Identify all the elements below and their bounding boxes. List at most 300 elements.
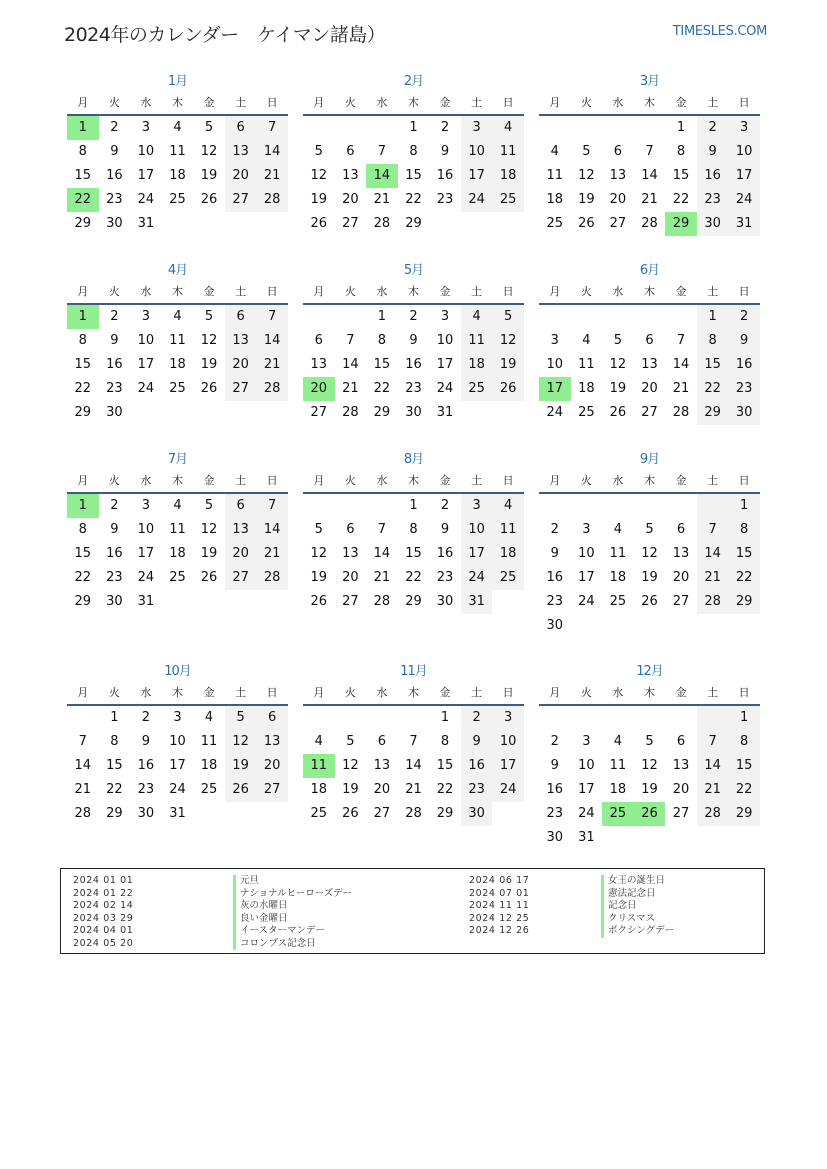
day-cell: 6	[645, 333, 654, 348]
empty-cell	[665, 494, 697, 518]
day-cell: 1	[409, 498, 418, 513]
holiday-day-cell: 26	[634, 802, 666, 826]
day-cell: 6	[346, 144, 355, 159]
month-11	[303, 662, 524, 826]
holiday-day-cell: 1	[67, 494, 99, 518]
day-cell: 29	[697, 401, 729, 425]
holiday-names-right	[601, 875, 674, 938]
day-cell: 15	[436, 758, 454, 773]
weekday-label: 木	[171, 474, 183, 487]
holiday-date: 2024 11 11	[469, 900, 530, 911]
day-cell: 24	[137, 570, 155, 585]
day-cell: 28	[342, 405, 359, 420]
weekday-label: 日	[502, 686, 514, 699]
day-cell: 18	[169, 546, 186, 561]
day-cell: 3	[173, 710, 182, 725]
empty-cell	[398, 706, 430, 730]
day-cell: 16	[405, 357, 422, 372]
month-name: 8月	[403, 452, 424, 467]
empty-cell	[366, 706, 398, 730]
weekday-header	[303, 281, 524, 305]
weekday-label: 土	[235, 285, 247, 298]
day-cell: 19	[200, 168, 218, 183]
day-cell: 10	[137, 522, 155, 537]
holiday-day-cell: 1	[67, 305, 99, 329]
day-cell: 12	[200, 333, 218, 348]
weekday-label: 水	[140, 96, 152, 109]
day-cell: 16	[436, 168, 454, 183]
month-3	[539, 72, 760, 236]
day-cell: 14	[256, 329, 288, 353]
day-cell: 25	[546, 216, 564, 231]
day-cell: 23	[436, 192, 454, 207]
weekday-label: 月	[313, 285, 325, 298]
month-name: 1月	[167, 74, 188, 89]
page-title: 2024年のカレンダー ケイマン諸島）	[64, 24, 386, 46]
day-cell: 11	[609, 546, 627, 561]
weekday-label: 日	[266, 96, 278, 109]
holiday-day-cell: 20	[303, 377, 335, 401]
day-cell: 14	[373, 546, 391, 561]
holiday-day-cell: 1	[67, 116, 99, 140]
empty-cell	[602, 305, 634, 329]
day-cell: 6	[346, 522, 355, 537]
day-cell: 19	[492, 353, 524, 377]
day-cell: 30	[461, 802, 493, 826]
day-cell: 4	[492, 494, 524, 518]
day-cell: 29	[106, 806, 123, 821]
weekday-label: 月	[549, 686, 561, 699]
day-cell: 27	[225, 188, 257, 212]
weekday-label: 金	[675, 96, 687, 109]
day-cell: 25	[200, 782, 218, 797]
day-cell: 5	[582, 144, 591, 159]
day-cell: 11	[609, 758, 627, 773]
weekday-header	[67, 281, 288, 305]
day-cell: 27	[609, 216, 627, 231]
weekday-label: 月	[549, 285, 561, 298]
day-cell: 12	[492, 329, 524, 353]
month-7	[67, 450, 288, 614]
holiday-name: ボクシングデー	[601, 925, 674, 938]
day-cell: 6	[225, 116, 257, 140]
month-6	[539, 261, 760, 425]
day-cell: 27	[342, 216, 359, 231]
day-cell: 24	[137, 381, 155, 396]
day-cell: 22	[405, 192, 422, 207]
day-cell: 7	[409, 734, 418, 749]
month-name: 11月	[400, 664, 427, 679]
day-cell: 20	[342, 570, 359, 585]
day-cell: 11	[492, 518, 524, 542]
day-cell: 29	[436, 806, 454, 821]
weekday-label: 火	[344, 285, 356, 298]
day-cell: 12	[641, 758, 658, 773]
day-cell: 20	[672, 782, 690, 797]
day-cell: 22	[728, 566, 760, 590]
day-cell: 8	[728, 730, 760, 754]
day-cell: 30	[728, 401, 760, 425]
empty-cell	[335, 706, 367, 730]
day-cell: 6	[256, 706, 288, 730]
day-cell: 24	[546, 405, 564, 420]
day-cell: 13	[225, 140, 257, 164]
day-cell: 12	[310, 546, 328, 561]
month-9	[539, 450, 760, 638]
day-cell: 26	[310, 216, 328, 231]
day-cell: 9	[440, 144, 450, 159]
day-cell: 22	[106, 782, 123, 797]
day-cell: 23	[728, 377, 760, 401]
weekday-label: 火	[344, 686, 356, 699]
weekday-label: 水	[140, 686, 152, 699]
weekday-label: 水	[612, 686, 624, 699]
weekday-header	[67, 682, 288, 706]
day-cell: 9	[461, 730, 493, 754]
weekday-label: 木	[407, 285, 419, 298]
day-cell: 9	[728, 329, 760, 353]
day-cell: 10	[461, 518, 493, 542]
holiday-day-cell: 29	[665, 212, 697, 236]
weekday-label: 土	[707, 474, 719, 487]
weekday-label: 日	[738, 96, 750, 109]
day-cell: 3	[492, 706, 524, 730]
weekday-label: 木	[643, 686, 655, 699]
empty-cell	[602, 706, 634, 730]
day-cell: 4	[173, 120, 182, 135]
day-cell: 3	[440, 309, 450, 324]
day-cell: 5	[346, 734, 355, 749]
weekday-header	[303, 92, 524, 116]
day-grid	[303, 305, 524, 425]
day-cell: 15	[373, 357, 391, 372]
weekday-label: 火	[108, 285, 120, 298]
holiday-date: 2024 02 14	[73, 900, 134, 911]
day-cell: 21	[373, 192, 391, 207]
day-cell: 30	[436, 594, 454, 609]
day-grid	[67, 305, 288, 425]
day-cell: 27	[672, 594, 690, 609]
day-cell: 10	[728, 140, 760, 164]
weekday-label: 月	[549, 96, 561, 109]
day-cell: 13	[310, 357, 328, 372]
day-cell: 3	[582, 734, 591, 749]
day-cell: 2	[440, 120, 450, 135]
day-cell: 21	[373, 570, 391, 585]
day-cell: 16	[106, 357, 123, 372]
day-cell: 13	[672, 758, 690, 773]
day-cell: 4	[204, 710, 214, 725]
day-cell: 24	[492, 778, 524, 802]
weekday-header	[67, 92, 288, 116]
weekday-header	[67, 470, 288, 494]
day-cell: 9	[697, 140, 729, 164]
empty-cell	[571, 706, 603, 730]
day-cell: 17	[461, 164, 493, 188]
day-cell: 15	[405, 168, 422, 183]
day-cell: 23	[106, 570, 123, 585]
day-cell: 25	[169, 381, 186, 396]
weekday-label: 火	[344, 96, 356, 109]
weekday-label: 水	[376, 686, 388, 699]
holiday-day-cell: 25	[602, 802, 634, 826]
site-link[interactable]: TIMESLES.COM	[672, 24, 767, 39]
day-cell: 4	[461, 305, 493, 329]
day-cell: 21	[641, 192, 658, 207]
holiday-date: 2024 04 01	[73, 925, 134, 936]
day-cell: 9	[550, 758, 559, 773]
day-cell: 19	[225, 754, 257, 778]
day-cell: 16	[106, 546, 123, 561]
day-grid	[539, 305, 760, 425]
day-cell: 21	[405, 782, 422, 797]
weekday-header	[539, 92, 760, 116]
day-cell: 28	[373, 216, 391, 231]
holiday-name: 憲法記念日	[601, 888, 674, 901]
day-cell: 29	[74, 405, 92, 420]
day-cell: 18	[492, 164, 524, 188]
day-cell: 18	[169, 168, 186, 183]
day-cell: 26	[225, 778, 257, 802]
day-cell: 13	[256, 730, 288, 754]
month-name: 10月	[164, 664, 191, 679]
month-10	[67, 662, 288, 826]
day-cell: 6	[613, 144, 623, 159]
day-cell: 8	[110, 734, 119, 749]
weekday-label: 金	[439, 285, 451, 298]
day-cell: 20	[225, 542, 257, 566]
day-cell: 2	[409, 309, 418, 324]
day-cell: 2	[110, 309, 119, 324]
day-cell: 20	[225, 164, 257, 188]
day-cell: 19	[641, 570, 658, 585]
month-1	[67, 72, 288, 236]
day-grid	[303, 706, 524, 826]
day-grid	[539, 494, 760, 638]
day-cell: 8	[78, 144, 87, 159]
day-cell: 7	[377, 522, 387, 537]
weekday-label: 金	[203, 285, 215, 298]
day-cell: 11	[169, 144, 186, 159]
empty-cell	[665, 305, 697, 329]
day-cell: 14	[256, 518, 288, 542]
day-cell: 20	[373, 782, 391, 797]
weekday-label: 月	[313, 96, 325, 109]
day-cell: 24	[169, 782, 186, 797]
weekday-label: 土	[235, 686, 247, 699]
day-cell: 1	[676, 120, 686, 135]
day-cell: 27	[641, 405, 658, 420]
day-cell: 19	[200, 546, 218, 561]
day-cell: 31	[728, 212, 760, 236]
day-cell: 31	[461, 590, 493, 614]
day-cell: 4	[613, 522, 623, 537]
day-cell: 28	[256, 188, 288, 212]
day-cell: 9	[550, 546, 559, 561]
day-cell: 31	[578, 830, 595, 845]
day-cell: 27	[225, 566, 257, 590]
day-cell: 26	[200, 570, 218, 585]
day-grid	[67, 706, 288, 826]
weekday-label: 木	[643, 96, 655, 109]
day-cell: 5	[314, 144, 323, 159]
day-cell: 11	[492, 140, 524, 164]
day-cell: 6	[225, 305, 257, 329]
day-cell: 11	[200, 734, 218, 749]
day-cell: 15	[74, 546, 92, 561]
day-cell: 1	[409, 120, 418, 135]
day-cell: 20	[609, 192, 627, 207]
day-cell: 3	[141, 498, 151, 513]
weekday-label: 日	[266, 285, 278, 298]
day-cell: 23	[436, 570, 454, 585]
day-cell: 19	[310, 192, 328, 207]
day-cell: 8	[377, 333, 387, 348]
day-cell: 2	[440, 498, 450, 513]
holiday-date: 2024 01 01	[73, 875, 134, 886]
weekday-label: 土	[235, 474, 247, 487]
day-cell: 8	[409, 522, 418, 537]
day-cell: 3	[550, 333, 559, 348]
day-cell: 12	[200, 144, 218, 159]
empty-cell	[571, 116, 603, 140]
day-cell: 18	[578, 381, 595, 396]
day-grid	[303, 494, 524, 614]
day-cell: 9	[110, 522, 119, 537]
day-cell: 21	[342, 381, 359, 396]
empty-cell	[335, 116, 367, 140]
day-cell: 22	[74, 570, 92, 585]
month-name: 9月	[639, 452, 660, 467]
holiday-day-cell: 17	[539, 377, 571, 401]
empty-cell	[303, 706, 335, 730]
day-cell: 28	[697, 802, 729, 826]
day-cell: 10	[546, 357, 564, 372]
day-cell: 29	[74, 216, 92, 231]
weekday-label: 月	[77, 474, 89, 487]
day-cell: 31	[436, 405, 454, 420]
day-cell: 18	[200, 758, 218, 773]
day-cell: 10	[169, 734, 186, 749]
day-cell: 9	[110, 144, 119, 159]
day-cell: 27	[310, 405, 328, 420]
empty-cell	[67, 706, 99, 730]
day-cell: 8	[78, 333, 87, 348]
day-cell: 29	[373, 405, 391, 420]
holiday-name: 記念日	[601, 900, 674, 913]
day-cell: 5	[613, 333, 623, 348]
day-cell: 26	[492, 377, 524, 401]
day-cell: 26	[310, 594, 328, 609]
weekday-label: 土	[471, 285, 483, 298]
month-name: 5月	[403, 263, 424, 278]
day-cell: 26	[578, 216, 595, 231]
weekday-label: 日	[266, 474, 278, 487]
day-cell: 2	[110, 498, 119, 513]
day-cell: 27	[342, 594, 359, 609]
weekday-label: 火	[580, 285, 592, 298]
weekday-header	[303, 682, 524, 706]
weekday-header	[539, 281, 760, 305]
day-cell: 10	[492, 730, 524, 754]
weekday-label: 木	[407, 686, 419, 699]
day-cell: 29	[728, 802, 760, 826]
day-cell: 2	[550, 734, 559, 749]
day-cell: 29	[405, 216, 422, 231]
day-cell: 18	[609, 782, 627, 797]
day-cell: 14	[405, 758, 422, 773]
day-cell: 15	[74, 357, 92, 372]
day-cell: 6	[225, 494, 257, 518]
day-cell: 22	[672, 192, 690, 207]
day-cell: 14	[672, 357, 690, 372]
day-cell: 22	[728, 778, 760, 802]
day-cell: 12	[342, 758, 359, 773]
day-cell: 25	[492, 566, 524, 590]
day-cell: 16	[461, 754, 493, 778]
holiday-date: 2024 07 01	[469, 887, 530, 899]
day-cell: 25	[578, 405, 595, 420]
day-cell: 17	[137, 546, 155, 561]
holiday-name: コロンブス記念日	[233, 938, 352, 951]
weekday-label: 土	[707, 285, 719, 298]
day-cell: 4	[613, 734, 623, 749]
holiday-date: 2024 12 25	[469, 912, 530, 924]
day-cell: 13	[342, 546, 359, 561]
day-cell: 15	[74, 168, 92, 183]
weekday-label: 土	[471, 686, 483, 699]
day-cell: 10	[461, 140, 493, 164]
day-cell: 10	[578, 546, 595, 561]
day-cell: 28	[373, 594, 391, 609]
day-cell: 5	[225, 706, 257, 730]
weekday-label: 金	[675, 474, 687, 487]
day-cell: 11	[169, 522, 186, 537]
day-cell: 27	[672, 806, 690, 821]
empty-cell	[571, 494, 603, 518]
day-cell: 5	[314, 522, 323, 537]
day-cell: 25	[461, 377, 493, 401]
weekday-label: 月	[77, 686, 89, 699]
day-cell: 30	[546, 830, 564, 845]
day-cell: 17	[137, 168, 155, 183]
day-cell: 14	[342, 357, 359, 372]
day-cell: 17	[492, 754, 524, 778]
day-cell: 15	[697, 353, 729, 377]
holiday-name: 良い金曜日	[233, 913, 352, 926]
day-cell: 24	[578, 594, 595, 609]
month-5	[303, 261, 524, 425]
weekday-label: 金	[439, 96, 451, 109]
empty-cell	[634, 116, 666, 140]
day-cell: 14	[256, 140, 288, 164]
holiday-name: 灰の水曜日	[233, 900, 352, 913]
weekday-label: 月	[313, 686, 325, 699]
day-cell: 10	[137, 333, 155, 348]
day-cell: 7	[256, 116, 288, 140]
day-cell: 13	[609, 168, 627, 183]
weekday-label: 木	[171, 686, 183, 699]
day-cell: 21	[672, 381, 690, 396]
day-grid	[539, 706, 760, 850]
day-cell: 19	[609, 381, 627, 396]
day-cell: 8	[676, 144, 686, 159]
day-cell: 11	[461, 329, 493, 353]
day-cell: 3	[461, 116, 493, 140]
day-cell: 22	[405, 570, 422, 585]
day-cell: 3	[141, 309, 151, 324]
weekday-label: 火	[580, 96, 592, 109]
